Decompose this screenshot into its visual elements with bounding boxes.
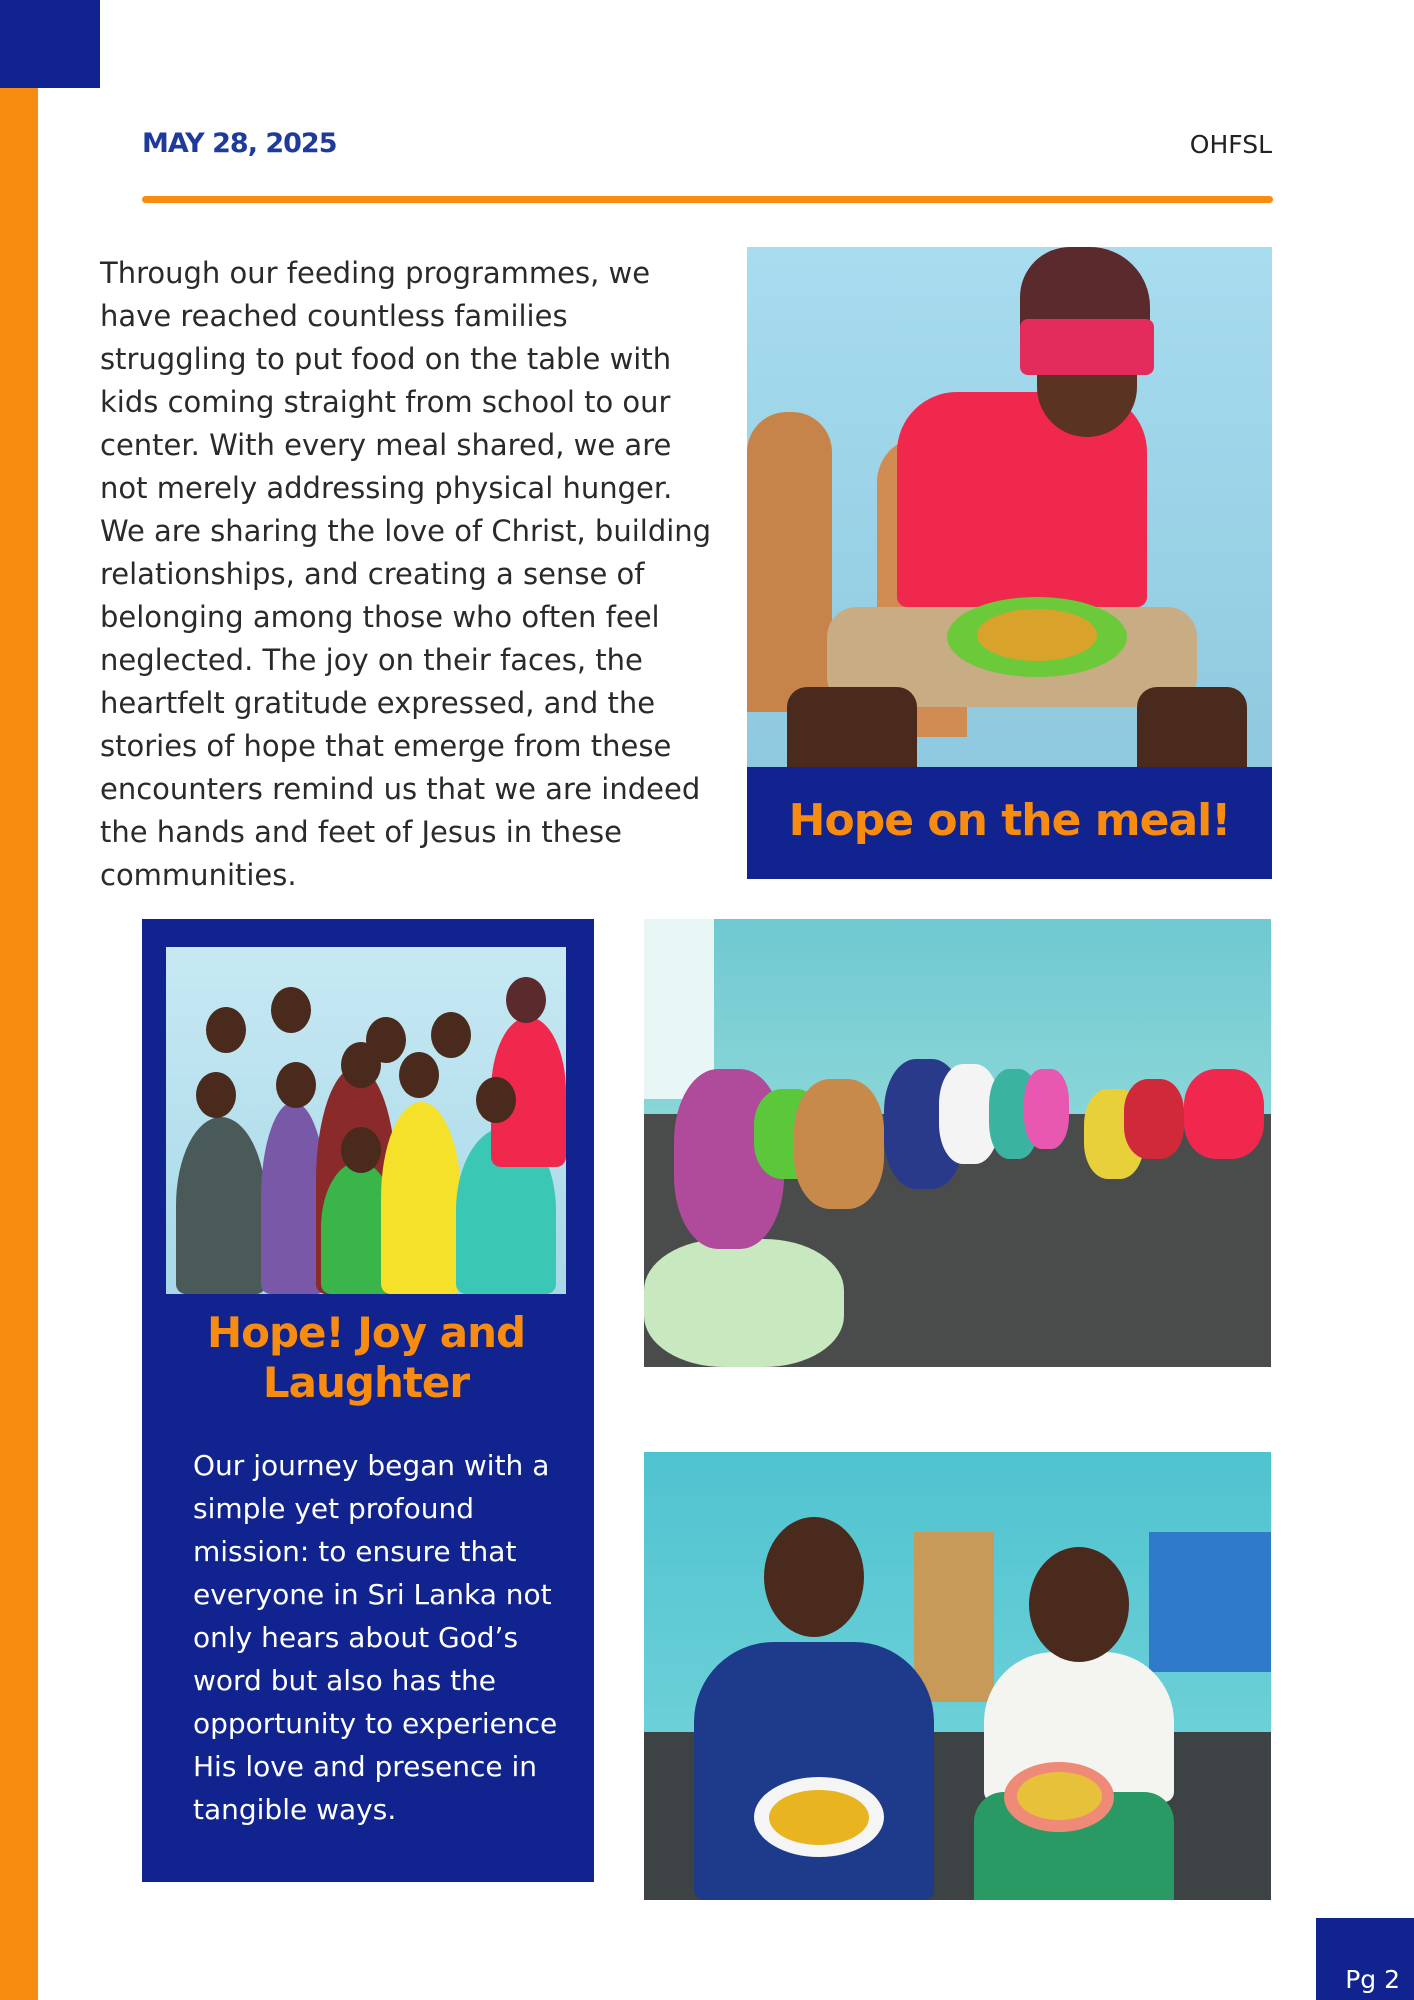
photo-young-man-eating [747,247,1272,767]
page-number: Pg 2 [1345,1965,1400,1994]
intro-paragraph: Through our feeding programmes, we have reached countless families struggling to put food on the table with kids coming straight from school to our center. With every meal shared, we are not merely addressing physical hunger. We are sharing the love of Christ, building relationships, and creating a sense of belonging among those who often feel neglected. The joy on their faces, the heartfelt gratitude expressed, and the stories of hope that emerge from these encounters remind us that we are indeed the hands and feet of Jesus in these communities. [100,256,712,892]
corner-block [0,0,100,88]
card-title: Hope! Joy and Laughter [206,1308,526,1407]
page-number-box [1316,1918,1414,2000]
photo-two-girls-eating [644,1452,1271,1900]
header-divider [142,196,1273,203]
side-stripe [0,88,38,2000]
photo-caption-box [747,767,1272,879]
card-body: Our journey began with a simple yet profound mission: to ensure that everyone in Sri Lanka not only hears about God’s word but also has the opportunity to experience His love and presence in tangible ways. [193,1449,558,1826]
issue-date: MAY 28, 2025 [142,128,337,159]
photo-kids-in-room [644,919,1271,1367]
photo-group-of-kids [166,947,566,1294]
organization-name: OHFSL [1189,130,1272,159]
photo-caption: Hope on the meal! [788,795,1231,846]
